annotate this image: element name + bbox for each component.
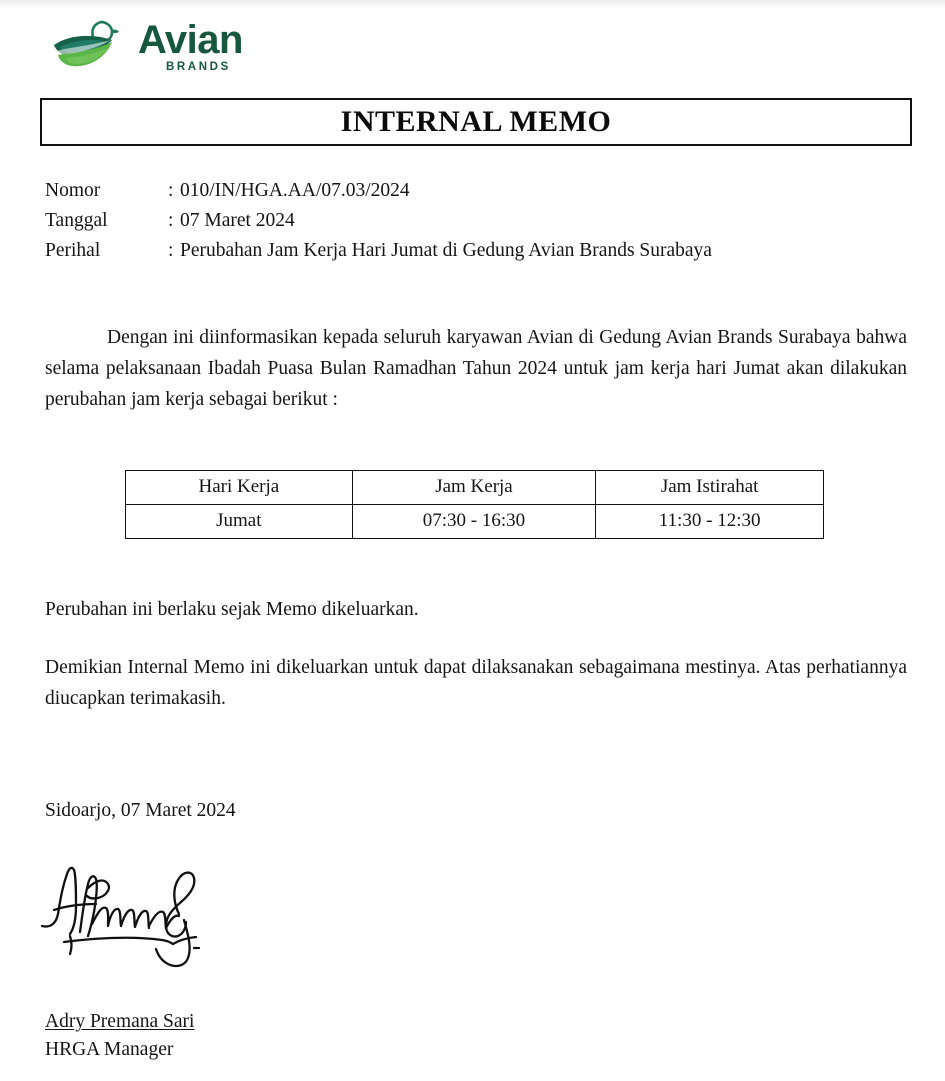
meta-separator: : xyxy=(168,210,174,231)
meta-label-tanggal: Tanggal xyxy=(45,210,108,231)
meta-row-perihal xyxy=(45,236,915,266)
signer-block xyxy=(45,1008,194,1064)
memo-title-box xyxy=(40,98,912,146)
table-header-hari-kerja: Hari Kerja xyxy=(126,471,353,505)
logo-wordmark xyxy=(138,20,308,74)
meta-separator: : xyxy=(168,180,174,201)
meta-row-tanggal xyxy=(45,206,915,236)
body-paragraph-intro: Dengan ini diinformasikan kepada seluruh karyawan Avian di Gedung Avian Brands Surabaya bahwa selama pelaksanaan Ibadah Puasa Bulan Ramadhan Tahun 2024 untuk jam kerja hari Jumat akan dilakukan perubahan jam kerja sebagai berikut : xyxy=(45,327,907,410)
table-row xyxy=(126,505,824,539)
logo-tagline: BRANDS xyxy=(166,61,231,73)
schedule-table-wrapper xyxy=(125,470,824,539)
meta-separator: : xyxy=(168,240,174,261)
meta-row-nomor xyxy=(45,176,915,206)
meta-value-tanggal: 07 Maret 2024 xyxy=(180,210,295,231)
signer-title: HRGA Manager xyxy=(45,1039,174,1060)
place-and-date: Sidoarjo, 07 Maret 2024 xyxy=(45,800,236,821)
handwritten-signature xyxy=(36,848,266,978)
meta-label-perihal: Perihal xyxy=(45,240,101,261)
schedule-table xyxy=(125,470,824,539)
table-cell-jam-kerja: 07:30 - 16:30 xyxy=(352,505,596,539)
memo-meta xyxy=(45,176,915,266)
body-paragraph-berlaku: Perubahan ini berlaku sejak Memo dikeluarkan. xyxy=(45,599,419,620)
table-header-jam-istirahat: Jam Istirahat xyxy=(596,471,824,505)
table-header-row xyxy=(126,471,824,505)
swan-leaf-icon xyxy=(50,18,136,76)
table-header-jam-kerja: Jam Kerja xyxy=(352,471,596,505)
page-title: INTERNAL MEMO xyxy=(340,105,612,138)
table-cell-hari-kerja: Jumat xyxy=(126,505,353,539)
body-paragraph-penutup: Demikian Internal Memo ini dikeluarkan untuk dapat dilaksanakan sebagaimana mestinya. Atas perhatiannya diucapkan terimakasih. xyxy=(45,657,907,709)
page-top-edge xyxy=(0,0,945,9)
company-logo xyxy=(50,18,310,80)
meta-value-perihal: Perubahan Jam Kerja Hari Jumat di Gedung Avian Brands Surabaya xyxy=(180,240,712,261)
meta-value-nomor: 010/IN/HGA.AA/07.03/2024 xyxy=(180,180,410,201)
signer-name: Adry Premana Sari xyxy=(45,1011,195,1032)
logo-name: Avian xyxy=(138,18,243,62)
table-cell-jam-istirahat: 11:30 - 12:30 xyxy=(596,505,824,539)
meta-label-nomor: Nomor xyxy=(45,180,101,201)
